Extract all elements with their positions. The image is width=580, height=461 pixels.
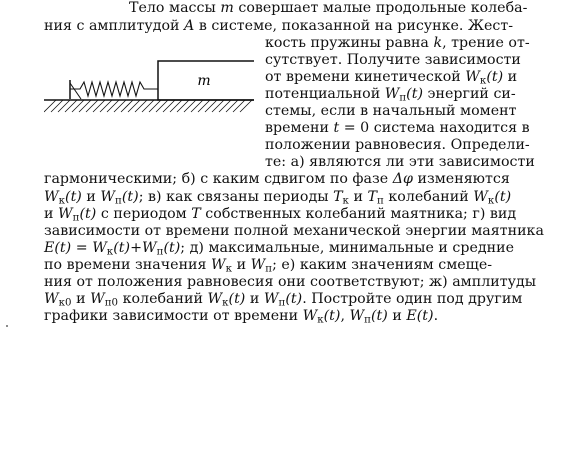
spring-mass-figure [44, 52, 254, 130]
text-line-1: Тело массы m совершает малые продольные колеба- [129, 0, 528, 16]
text-line-3: кость пружины равна k, трение от- [265, 35, 530, 51]
text-line-14: зависимости от времени полной механической энергии маятника [44, 223, 544, 239]
text-line-6: потенциальной $W_п(t)$ энергий си- [265, 86, 516, 104]
margin-mark [6, 325, 8, 327]
text-line-16: по времени значения $W_к$ и $W_п$; е) каким значениям смеще- [44, 257, 493, 275]
text-line-5: от времени кинетической $W_к(t)$ и [265, 69, 518, 87]
ground-hatching [44, 100, 252, 112]
text-line-4: сутствует. Получите зависимости [265, 52, 521, 68]
text-line-8: времени t = 0 система находится в [265, 120, 530, 136]
spring [70, 82, 158, 96]
mass-label: m [197, 73, 211, 89]
text-line-10: те: а) являются ли эти зависимости [265, 154, 535, 170]
text-line-9: положении равновесия. Определи- [265, 137, 530, 153]
text-line-11: гармоническими; б) с каким сдвигом по фазе Δφ изменяются [44, 171, 510, 187]
text-line-17: ния от положения равновесия они соответствуют; ж) амплитуды [44, 274, 537, 290]
text-line-2: ния с амплитудой A в системе, показанной на рисунке. Жест- [44, 18, 514, 34]
text-line-18: $W_{к0}$ и $W_{п0}$ колебаний $W_к(t)$ и $W_п(t)$. Постройте один под другим [44, 291, 523, 309]
text-line-15: $E(t) = W_к(t)+W_п(t)$; д) максимальные, минимальные и средние [44, 240, 515, 258]
text-line-19: графики зависимости от времени $W_к(t)$, $W_п(t)$ и E(t). [44, 308, 439, 326]
text-line-12: $W_к(t)$ и $W_п(t)$; в) как связаны периоды $T_к$ и $T_п$ колебаний $W_к(t)$ [44, 189, 512, 207]
text-line-7: стемы, если в начальный момент [265, 103, 517, 119]
text-line-13: и $W_п(t)$ с периодом T собственных колебаний маятника; г) вид [44, 206, 517, 224]
